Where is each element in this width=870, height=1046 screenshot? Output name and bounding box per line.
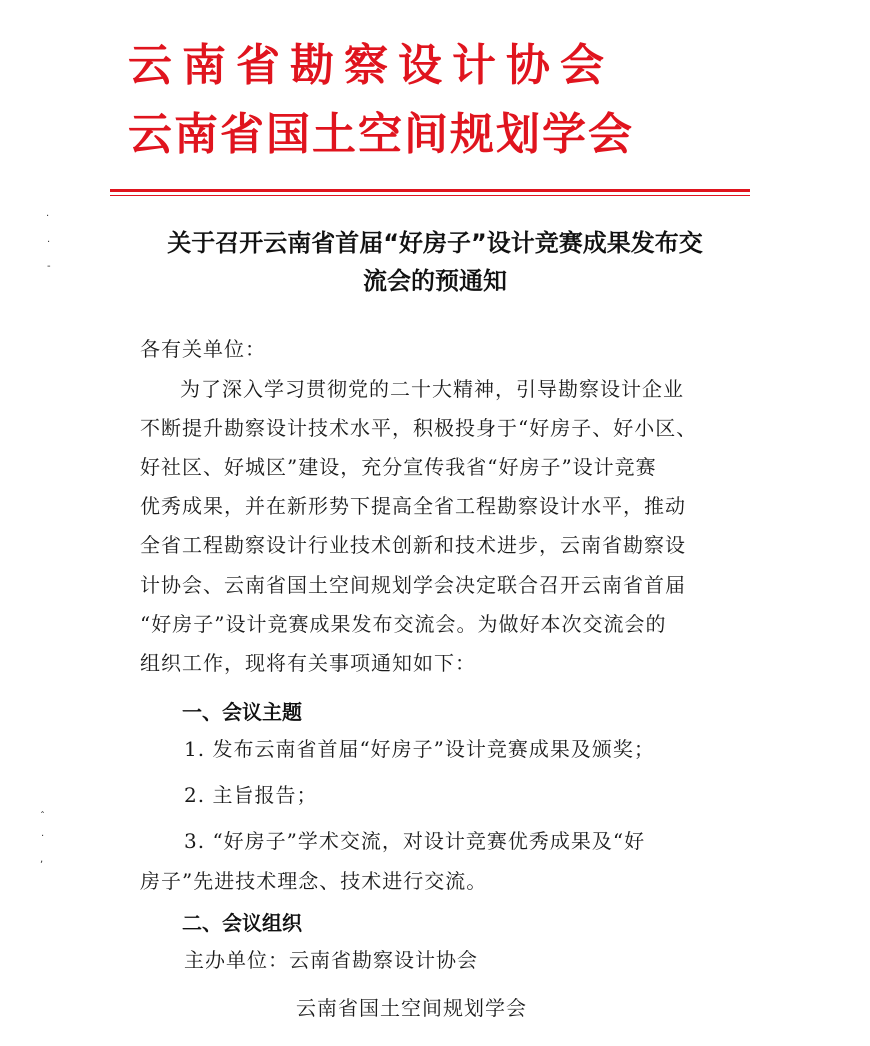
organizer-line: 主办单位：云南省勘察设计协会 [184, 948, 478, 972]
section-heading-meeting-organization: 二、会议组织 [182, 911, 302, 935]
header-org-name-2: 云南省国土空间规划学会 [128, 109, 634, 160]
header-divider-thin [110, 195, 750, 196]
scan-speck: , [40, 854, 44, 865]
intro-line: 计协会、云南省国土空间规划学会决定联合召开云南省首届 [140, 573, 686, 597]
list-item: 1. 发布云南省首届“好房子”设计竞赛成果及颁奖； [184, 737, 655, 761]
scan-speck: · [47, 237, 51, 248]
document-title-line-2: 流会的预通知 [363, 267, 507, 295]
scan-speck: · [46, 211, 50, 222]
header-divider-thick [110, 189, 750, 192]
intro-line: 好社区、好城区”建设，充分宣传我省“好房子”设计竞赛 [140, 455, 657, 479]
header-org-name-1: 云南省勘察设计协会 [128, 40, 614, 91]
salutation: 各有关单位： [140, 337, 266, 361]
scan-speck: - [47, 261, 51, 272]
list-item: 3. “好房子”学术交流，对设计竞赛优秀成果及“好 [184, 829, 646, 853]
intro-line: 为了深入学习贯彻党的二十大精神，引导勘察设计企业 [180, 377, 684, 401]
scan-speck: · [41, 831, 45, 842]
organizer-line: 云南省国土空间规划学会 [296, 996, 527, 1020]
document-title-line-1: 关于召开云南省首届“好房子”设计竞赛成果发布交 [167, 229, 703, 257]
intro-line: 优秀成果，并在新形势下提高全省工程勘察设计水平，推动 [140, 494, 686, 518]
intro-line: 不断提升勘察设计技术水平，积极投身于“好房子、好小区、 [140, 416, 698, 440]
section-heading-meeting-theme: 一、会议主题 [182, 700, 302, 724]
intro-line: 组织工作，现将有关事项通知如下： [140, 651, 476, 675]
intro-line: “好房子”设计竞赛成果发布交流会。为做好本次交流会的 [140, 612, 667, 636]
list-item-continuation: 房子”先进技术理念、技术进行交流。 [140, 869, 488, 893]
scan-speck: ˆ [40, 811, 45, 822]
list-item: 2. 主旨报告； [184, 783, 318, 807]
intro-line: 全省工程勘察设计行业技术创新和技术进步，云南省勘察设 [140, 533, 686, 557]
